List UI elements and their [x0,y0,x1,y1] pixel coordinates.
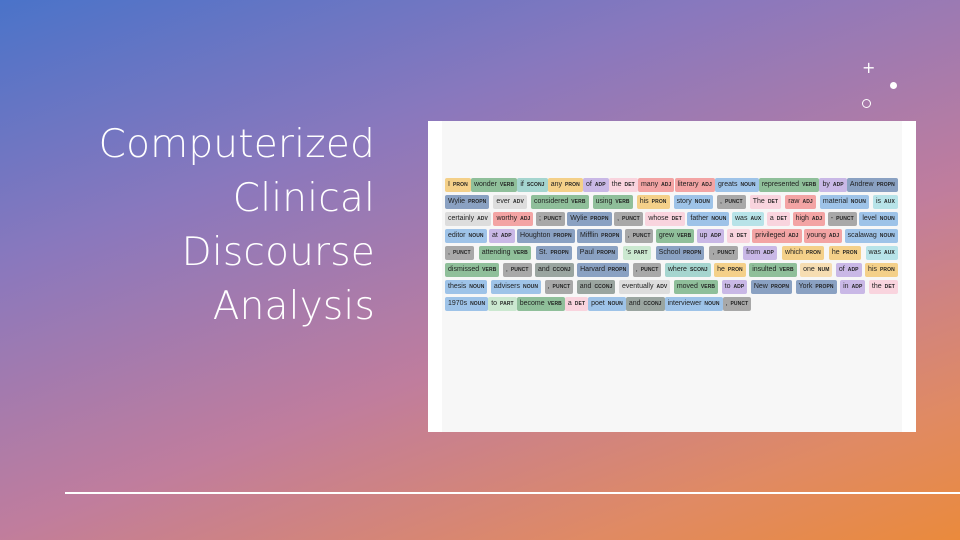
token-chip [759,178,820,192]
token-pos-tag: PROPN [608,267,627,273]
token-pos-tag: PUNCT [543,216,562,222]
token-chip [819,178,846,192]
token-word: attending [481,249,511,256]
token-chip [697,229,725,243]
token-word: he [717,266,725,273]
token-pos-tag: AUX [884,250,895,256]
token-word: where [667,266,687,273]
token-pos-tag: ADJ [828,233,840,239]
token-chip [743,246,777,260]
token-word: , [448,249,450,256]
token-word: level [862,215,877,222]
token-chip [715,178,759,192]
token-chip [717,195,746,209]
token-chip [493,195,526,209]
token-pos-tag: PUNCT [552,284,571,290]
token-chip [536,212,565,226]
pos-tagging-figure [428,121,916,432]
token-chip [577,229,622,243]
token-word: was [868,249,881,256]
token-word: Wylie [570,215,588,222]
token-word: 's [626,249,631,256]
token-pos-tag: PUNCT [724,199,743,205]
token-pos-tag: ADV [656,284,668,290]
token-pos-tag: NOUN [879,233,895,239]
token-word: considered [533,198,569,205]
token-pos-tag: DET [671,216,682,222]
token-word: to [724,283,731,290]
token-word: young [806,232,826,239]
token-pos-tag: PRON [651,199,667,205]
token-pos-tag: NOUN [704,301,720,307]
title-line: Clinical [232,176,375,221]
token-word: of [838,266,845,273]
token-chip [828,212,857,226]
token-pos-tag: ADP [763,250,774,256]
token-word: to [491,300,498,307]
token-word: high [795,215,809,222]
token-word: , [547,283,550,290]
token-chip [800,263,832,277]
token-pos-tag: ADV [513,199,524,205]
token-pos-tag: ADJ [520,216,531,222]
token-pos-tag: NOUN [850,199,866,205]
token-pos-tag: PUNCT [452,250,471,256]
token-pos-tag: VERB [482,267,497,273]
token-pos-tag: PUNCT [622,216,640,222]
ring-icon [862,99,871,108]
token-chip [517,178,547,192]
token-word: and [579,283,592,290]
token-pos-tag: VERB [779,267,794,273]
token-pos-tag: NOUN [879,216,895,222]
token-chip [489,229,515,243]
token-pos-tag: ADP [500,233,512,239]
token-word: the [611,181,622,188]
token-word: a [729,232,734,239]
token-pos-tag: NOUN [469,284,485,290]
token-chip [869,280,898,294]
token-word: any [550,181,562,188]
title-line: Analysis [212,284,375,329]
token-pos-tag: CCONJ [552,267,571,273]
token-word: greats [717,181,738,188]
token-pos-tag: PROPN [468,199,487,205]
token-chip [626,297,665,311]
token-word: up [699,232,708,239]
token-word: one [803,266,815,273]
token-pos-tag: PROPN [683,250,702,256]
token-chip [535,263,574,277]
token-word: ; [538,215,541,222]
token-pos-tag: VERB [700,284,716,290]
token-pos-tag: VERB [677,233,692,239]
token-pos-tag: NOUN [694,199,710,205]
token-chip [531,195,589,209]
token-chip [820,195,869,209]
token-word: ever [496,198,511,205]
token-word: advisers [493,283,520,290]
token-word: wonder [473,181,497,188]
token-word: worthy [496,215,518,222]
token-pos-tag: PRON [564,182,580,188]
token-word: insulted [752,266,777,273]
token-chip [793,212,826,226]
token-pos-tag: PROPN [550,250,569,256]
token-chip [840,280,865,294]
token-chip [656,246,705,260]
token-pos-tag: PROPN [601,233,620,239]
token-word: at [491,232,498,239]
token-word: Houghton [520,232,551,239]
token-pos-tag: SCONJ [526,182,545,188]
token-chip [625,229,654,243]
token-list [445,178,898,311]
token-chip [750,195,781,209]
token-chip [723,297,752,311]
token-chip [749,263,796,277]
token-word: , [725,300,728,307]
token-chip [687,212,729,226]
token-word: and [628,300,641,307]
token-pos-tag: ADP [594,182,606,188]
token-chip [536,246,572,260]
token-chip [493,212,533,226]
token-chip [782,246,824,260]
token-chip [548,178,583,192]
token-chip [674,280,718,294]
token-chip [847,178,898,192]
token-word: , [505,266,508,273]
token-chip [859,212,898,226]
token-chip [445,246,474,260]
token-chip [445,195,489,209]
token-chip [609,178,638,192]
token-chip [804,229,842,243]
token-chip [491,280,541,294]
token-word: , [719,198,722,205]
token-pos-tag: VERB [802,182,817,188]
token-word: moved [676,283,698,290]
token-chip [674,195,713,209]
token-chip [829,246,861,260]
token-word: of [585,181,592,188]
token-chip [503,263,532,277]
token-chip [588,297,626,311]
token-word: The [752,198,765,205]
token-chip [583,178,609,192]
token-word: certainly [448,215,475,222]
token-pos-tag: PUNCT [510,267,529,273]
title-line: Discourse [181,230,375,275]
token-word: Harvard [580,266,606,273]
token-chip [517,297,565,311]
token-word: New [753,283,768,290]
token-pos-tag: ADJ [811,216,823,222]
token-word: , [712,249,715,256]
token-chip [873,195,898,209]
token-word: the [871,283,882,290]
token-word: raw [788,198,800,205]
token-chip [845,229,898,243]
token-word: his [639,198,649,205]
token-pos-tag: AUX [884,199,895,205]
title-line: Computerized [98,122,375,167]
token-pos-tag: PROPN [590,216,609,222]
token-pos-tag: ADP [832,182,844,188]
token-word: material [822,198,848,205]
token-word: his [868,266,877,273]
token-chip [752,229,801,243]
token-chip [714,263,746,277]
token-chip [785,195,816,209]
token-chip [619,280,670,294]
token-pos-tag: DET [776,216,788,222]
token-word: privileged [755,232,786,239]
token-chip [722,280,748,294]
token-pos-tag: PROPN [770,284,790,290]
token-pos-tag: VERB [513,250,528,256]
token-word: , [617,215,620,222]
token-word: represented [761,181,800,188]
token-chip [614,212,643,226]
divider-line [65,492,960,494]
token-chip [732,212,764,226]
token-pos-tag: PRON [452,182,468,188]
token-chip [445,297,488,311]
token-chip [471,178,517,192]
token-pos-tag: PRON [842,250,858,256]
token-chip [638,178,674,192]
token-pos-tag: ADJ [802,199,813,205]
token-pos-tag: VERB [615,199,630,205]
token-chip [445,178,471,192]
token-word: thesis [448,283,467,290]
token-chip [866,246,898,260]
token-chip [637,195,670,209]
token-word: interviewer [667,300,702,307]
token-word: eventually [621,283,654,290]
token-pos-tag: ADJ [788,233,799,239]
token-word: Wylie [448,198,466,205]
token-pos-tag: NOUN [711,216,727,222]
token-pos-tag: ADP [710,233,722,239]
token-word: become [519,300,545,307]
token-word: using [595,198,613,205]
token-pos-tag: NOUN [470,301,486,307]
token-word: York [798,283,813,290]
token-pos-tag: ADP [733,284,745,290]
token-pos-tag: DET [767,199,779,205]
token-pos-tag: PUNCT [717,250,736,256]
token-chip [445,280,487,294]
token-word: many [640,181,659,188]
token-chip [545,280,574,294]
token-word: St. [538,249,548,256]
token-chip [565,297,588,311]
token-pos-tag: PART [633,250,648,256]
dot-icon [890,82,897,89]
token-pos-tag: ADV [477,216,488,222]
token-pos-tag: ADJ [661,182,672,188]
token-word: from [746,249,761,256]
token-chip [865,263,898,277]
token-word: editor [448,232,466,239]
token-chip [577,246,618,260]
token-word: Mifflin [580,232,599,239]
token-pos-tag: VERB [571,199,586,205]
token-chip [709,246,738,260]
token-word: grew [658,232,675,239]
plus-icon: + [862,58,876,77]
token-pos-tag: PUNCT [640,267,659,273]
token-pos-tag: PRON [805,250,821,256]
token-word: a [769,215,774,222]
token-pos-tag: NUM [817,267,830,273]
token-word: poet [591,300,605,307]
token-pos-tag: PROPN [876,182,895,188]
token-pos-tag: NOUN [607,301,623,307]
token-chip [577,263,629,277]
token-word: a [567,300,572,307]
token-chip [577,280,616,294]
token-word: , [635,266,638,273]
token-pos-tag: PUNCT [632,233,651,239]
token-chip [445,229,487,243]
token-chip [796,280,837,294]
token-chip [593,195,633,209]
token-pos-tag: DET [884,284,895,290]
token-word: School [658,249,681,256]
token-pos-tag: ADP [851,284,863,290]
token-chip [767,212,790,226]
token-pos-tag: NOUN [740,182,756,188]
token-chip [623,246,650,260]
token-pos-tag: VERB [547,301,562,307]
token-word: he [831,249,840,256]
token-pos-tag: PUNCT [836,216,854,222]
token-word: which [785,249,803,256]
token-pos-tag: PUNCT [730,301,749,307]
token-chip [567,212,611,226]
token-word: is [875,198,882,205]
token-word: if [520,181,524,188]
token-word: - [830,215,834,222]
token-word: was [735,215,748,222]
token-chip [836,263,862,277]
token-pos-tag: ADJ [701,182,712,188]
token-word: scalawag [847,232,877,239]
token-chip [727,229,750,243]
token-pos-tag: ADP [847,267,859,273]
token-chip [645,212,685,226]
token-pos-tag: SCONJ [689,267,708,273]
slide-title [60,118,375,334]
token-pos-tag: DET [574,301,586,307]
token-pos-tag: DET [624,182,635,188]
token-pos-tag: VERB [499,182,515,188]
token-word: whose [648,215,669,222]
token-word: Andrew [849,181,874,188]
token-pos-tag: DET [736,233,747,239]
token-word: in [843,283,849,290]
token-chip [445,263,499,277]
token-word: by [822,181,830,188]
token-chip [488,297,516,311]
token-word: Paul [579,249,594,256]
token-pos-tag: NOUN [468,233,484,239]
token-word: literary [677,181,699,188]
token-chip [656,229,694,243]
token-chip [675,178,715,192]
token-word: 1970s [448,300,468,307]
token-chip [517,229,575,243]
token-chip [479,246,531,260]
token-pos-tag: PROPN [596,250,616,256]
token-pos-tag: PRON [727,267,743,273]
token-chip [633,263,662,277]
token-pos-tag: CCONJ [643,301,662,307]
token-pos-tag: CCONJ [594,284,613,290]
row-filler [751,297,898,311]
token-word: story [676,198,692,205]
token-word: I [448,181,450,188]
token-word: and [537,266,550,273]
token-word: father [690,215,709,222]
token-pos-tag: NOUN [522,284,539,290]
token-chip [665,263,711,277]
token-pos-tag: PART [500,301,514,307]
token-word: , [627,232,630,239]
token-pos-tag: PRON [880,267,895,273]
token-word: dismissed [448,266,480,273]
token-chip [445,212,491,226]
token-pos-tag: AUX [750,216,762,222]
token-chip [665,297,723,311]
token-pos-tag: PROPN [553,233,572,239]
token-pos-tag: PROPN [815,284,834,290]
token-chip [751,280,792,294]
